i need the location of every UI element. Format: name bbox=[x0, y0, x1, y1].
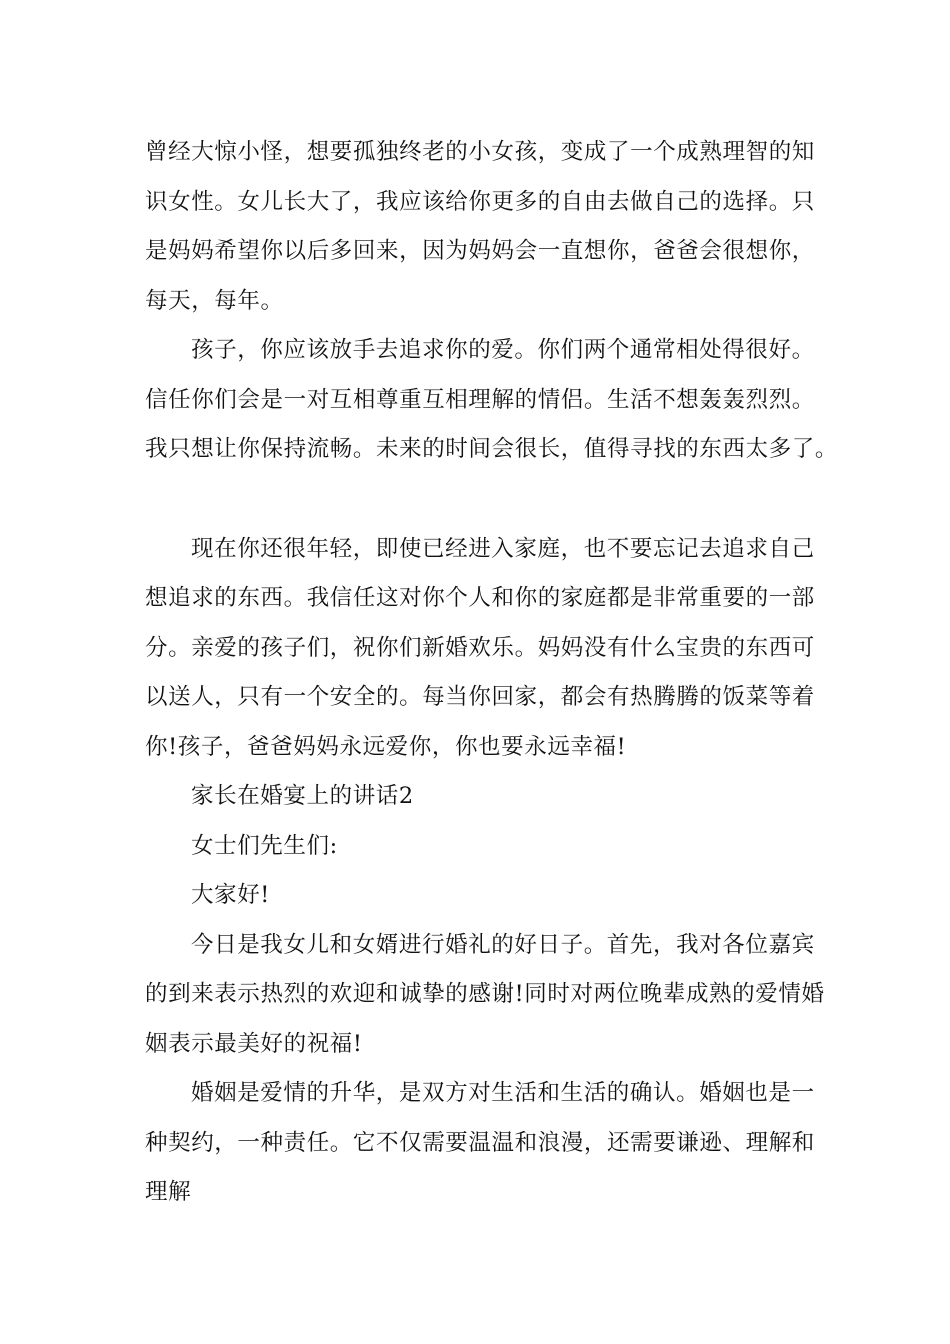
text-line: 曾经大惊小怪，想要孤独终老的小女孩，变成了一个成熟理智的知 bbox=[145, 139, 815, 165]
text-line: 现在你还很年轻，即使已经进入家庭，也不要忘记去追求自己 bbox=[191, 535, 815, 562]
text-line: 婚姻是爱情的升华，是双方对生活和生活的确认。婚姻也是一 bbox=[191, 1080, 815, 1106]
text-line: 理解 bbox=[145, 1179, 192, 1205]
text-line: 的到来表示热烈的欢迎和诚挚的感谢!同时对两位晚辈成熟的爱情婚 bbox=[145, 981, 825, 1007]
text-line: 你!孩子，爸爸妈妈永远爱你，你也要永远幸福! bbox=[145, 733, 627, 760]
text-line: 识女性。女儿长大了，我应该给你更多的自由去做自己的选择。只 bbox=[145, 188, 815, 215]
text-line: 我只想让你保持流畅。未来的时间会很长，值得寻找的东西太多了。 bbox=[145, 436, 839, 462]
greeting: 大家好! bbox=[191, 882, 270, 908]
paragraph-3 bbox=[145, 525, 845, 773]
paragraph-5 bbox=[145, 1069, 845, 1218]
document-body bbox=[145, 128, 845, 1218]
text-line: 是妈妈希望你以后多回来，因为妈妈会一直想你，爸爸会很想你， bbox=[145, 238, 815, 264]
text-line: 今日是我女儿和女婿进行婚礼的好日子。首先，我对各位嘉宾 bbox=[191, 931, 815, 958]
text-line: 孩子，你应该放手去追求你的爱。你们两个通常相处得很好。 bbox=[191, 337, 815, 363]
text-line: 种契约，一种责任。它不仅需要温温和浪漫，还需要谦逊、理解和 bbox=[145, 1129, 815, 1156]
text-line: 想追求的东西。我信任这对你个人和你的家庭都是非常重要的一部 bbox=[145, 585, 815, 611]
paragraph-1 bbox=[145, 128, 845, 326]
text-line: 信任你们会是一对互相尊重互相理解的情侣。生活不想轰轰烈烈。 bbox=[145, 386, 815, 413]
paragraph-2 bbox=[145, 326, 845, 475]
text-line: 分。亲爱的孩子们，祝你们新婚欢乐。妈妈没有什么宝贵的东西可 bbox=[145, 634, 815, 661]
section-title: 家长在婚宴上的讲话2 bbox=[191, 783, 414, 809]
salutation: 女士们先生们: bbox=[191, 832, 338, 859]
text-line: 以送人，只有一个安全的。每当你回家，都会有热腾腾的饭菜等着 bbox=[145, 684, 815, 710]
paragraph-4 bbox=[145, 921, 845, 1070]
paragraph-spacer bbox=[145, 475, 845, 525]
text-line: 姻表示最美好的祝福! bbox=[145, 1030, 363, 1057]
text-line: 每天，每年。 bbox=[145, 287, 284, 314]
